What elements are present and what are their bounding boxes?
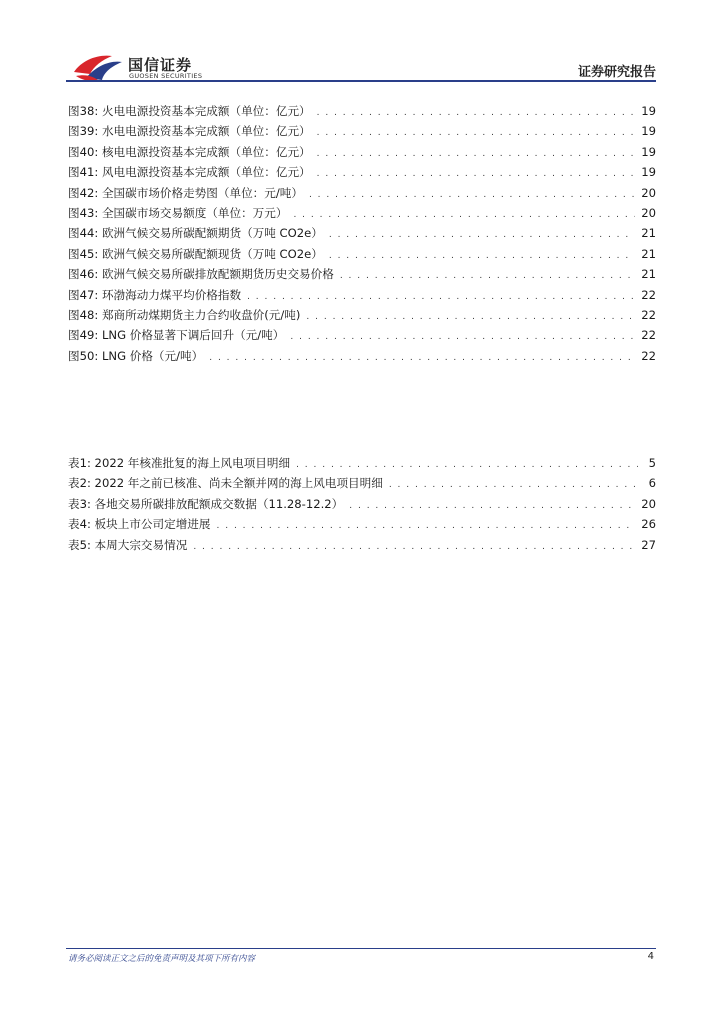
toc-leader-dots	[317, 123, 636, 143]
toc-leader-dots	[309, 185, 635, 205]
toc-entry-title: 图42: 全国碳市场价格走势图（单位：元/吨）	[68, 185, 303, 200]
toc-leader-dots	[209, 348, 635, 368]
page-header	[0, 0, 724, 82]
logo-english-name: GUOSEN SECURITIES	[129, 72, 203, 80]
toc-entry[interactable]	[68, 453, 656, 473]
report-type: 证券研究报告	[577, 65, 656, 80]
toc-entry[interactable]	[68, 223, 656, 243]
toc-page-number: 20	[641, 185, 656, 200]
footer-disclaimer: 请务必阅读正文之后的免责声明及其项下所有内容	[68, 954, 256, 964]
toc-leader-dots	[217, 516, 636, 536]
toc-entry[interactable]	[68, 244, 656, 264]
toc-entry-title: 表3: 各地交易所碳排放配额成交数据（11.28-12.2）	[68, 496, 344, 511]
toc-page-number: 20	[641, 205, 656, 220]
toc-entry-title: 图43: 全国碳市场交易额度（单位：万元）	[68, 205, 288, 220]
toc-leader-dots	[193, 537, 635, 557]
figure-list	[68, 101, 656, 366]
toc-leader-dots	[340, 266, 635, 286]
toc-page-number: 22	[641, 328, 656, 343]
toc-entry-title: 表1: 2022 年核准批复的海上风电项目明细	[68, 456, 291, 470]
page-number: 4	[647, 951, 654, 962]
toc-entry-title: 图48: 郑商所动煤期货主力合约收盘价(元/吨)	[68, 307, 301, 322]
toc-entry[interactable]	[68, 121, 656, 141]
toc-entry-title: 图44: 欧洲气候交易所碳配额期货（万吨 CO2e）	[68, 226, 323, 241]
toc-entry-title: 图45: 欧洲气候交易所碳配额现货（万吨 CO2e）	[68, 246, 323, 261]
footer-divider	[66, 948, 656, 949]
toc-leader-dots	[329, 225, 635, 245]
toc-entry[interactable]	[68, 264, 656, 284]
toc-page-number: 21	[641, 267, 656, 282]
table-list	[68, 453, 656, 555]
toc-entry[interactable]	[68, 535, 656, 555]
toc-entry-title: 图47: 环渤海动力煤平均价格指数	[68, 287, 242, 302]
toc-entry-title: 图49: LNG 价格显著下调后回升（元/吨）	[68, 328, 285, 343]
toc-page-number: 19	[641, 104, 656, 118]
toc-page-number: 21	[641, 246, 656, 261]
toc-leader-dots	[296, 455, 638, 475]
toc-leader-dots	[317, 164, 636, 184]
toc-leader-dots	[389, 475, 638, 495]
toc-entry-title: 图39: 水电电源投资基本完成额（单位：亿元）	[68, 124, 311, 139]
toc-page-number: 6	[648, 476, 656, 491]
toc-entry-title: 表2: 2022 年之前已核准、尚未全额并网的海上风电项目明细	[68, 476, 383, 491]
toc-leader-dots	[329, 246, 635, 266]
toc-entry-title: 图50: LNG 价格（元/吨）	[68, 348, 204, 363]
toc-entry[interactable]	[68, 203, 656, 223]
toc-leader-dots	[290, 327, 635, 347]
toc-leader-dots	[349, 496, 635, 516]
toc-entry[interactable]	[68, 473, 656, 493]
toc-entry[interactable]	[68, 325, 656, 345]
toc-entry-title: 图40: 核电电源投资基本完成额（单位：亿元）	[68, 144, 311, 159]
toc-entry[interactable]	[68, 101, 656, 121]
toc-entry-title: 表4: 板块上市公司定增进展	[68, 517, 211, 532]
header-divider	[66, 80, 656, 82]
toc-page-number: 21	[641, 226, 656, 241]
toc-page-number: 22	[641, 307, 656, 322]
toc-entry-title: 图41: 风电电源投资基本完成额（单位：亿元）	[68, 165, 311, 180]
toc-leader-dots	[247, 287, 635, 307]
toc-leader-dots	[317, 144, 636, 164]
toc-page-number: 27	[641, 537, 656, 552]
toc-entry-title: 图38: 火电电源投资基本完成额（单位：亿元）	[68, 104, 311, 118]
toc-page-number: 22	[641, 287, 656, 302]
toc-page-number: 19	[641, 144, 656, 159]
toc-entry-title: 图46: 欧洲气候交易所碳排放配额期货历史交易价格	[68, 267, 334, 282]
toc-page-number: 5	[648, 456, 656, 470]
toc-entry[interactable]	[68, 285, 656, 305]
toc-leader-dots	[306, 307, 635, 327]
toc-entry[interactable]	[68, 514, 656, 534]
toc-entry-title: 表5: 本周大宗交易情况	[68, 537, 188, 552]
toc-entry[interactable]	[68, 162, 656, 182]
toc-entry[interactable]	[68, 494, 656, 514]
toc-page-number: 19	[641, 165, 656, 180]
toc-page-number: 22	[641, 348, 656, 363]
toc-entry[interactable]	[68, 305, 656, 325]
toc-leader-dots	[317, 103, 636, 123]
toc-entry[interactable]	[68, 346, 656, 366]
toc-leader-dots	[293, 205, 635, 225]
toc-page-number: 19	[641, 124, 656, 139]
toc-entry[interactable]	[68, 142, 656, 162]
toc-page-number: 20	[641, 496, 656, 511]
toc-entry[interactable]	[68, 183, 656, 203]
logo-chinese-name: 国信证券	[128, 56, 193, 74]
toc-page-number: 26	[641, 517, 656, 532]
